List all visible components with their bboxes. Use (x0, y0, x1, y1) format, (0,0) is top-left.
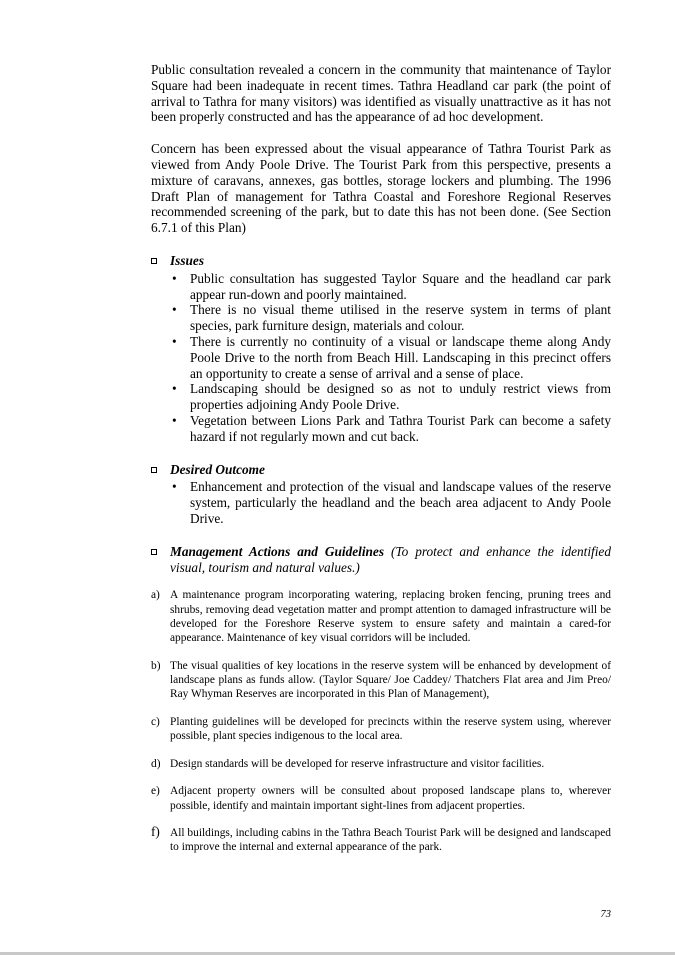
issues-title: Issues (170, 252, 204, 268)
list-item: • Public consultation has suggested Taylor Square and the headland car park appear run-down and poorly maintained. (151, 271, 611, 303)
action-label: a) (151, 589, 160, 602)
action-text: Planting guidelines will be developed for precincts within the reserve system using, wherever possible, plant species indigenous to the local area. (170, 715, 611, 742)
paragraph-tourist-park: Concern has been expressed about the visual appearance of Tathra Tourist Park as viewed from Andy Poole Drive. The Tourist Park from this perspective, presents a mixture of caravans, annexes, gas bottles, storage lockers and plumbing. The 1996 Draft Plan of management for Tathra Coastal and Foreshore Regional Reserves recommended screening of the park, but to date this has not been done. (See Section 6.7.1 of this Plan) (151, 141, 611, 236)
action-item-a (151, 588, 611, 645)
action-item-f (151, 826, 611, 854)
outcome-list (151, 479, 611, 526)
issues-heading (151, 253, 611, 269)
outcome-heading (151, 462, 611, 478)
list-item: • Vegetation between Lions Park and Tathra Tourist Park can become a safety hazard if not regularly mown and cut back. (151, 413, 611, 445)
action-label: f) (151, 824, 160, 840)
document-body (151, 62, 611, 868)
action-text: Adjacent property owners will be consulted about proposed landscape plans to, wherever possible, identify and maintain important sight-lines from adjacent properties. (170, 785, 611, 812)
issues-section (151, 253, 611, 445)
action-item-c (151, 715, 611, 743)
checkbox-bullet-icon (151, 258, 157, 264)
list-item: • Landscaping should be designed so as not to unduly restrict views from properties adjoining Andy Poole Drive. (151, 381, 611, 413)
issues-list (151, 271, 611, 445)
list-item: • Enhancement and protection of the visual and landscape values of the reserve system, particularly the headland and the beach area adjacent to Andy Poole Drive. (151, 479, 611, 526)
management-heading (151, 544, 611, 576)
action-item-d (151, 757, 611, 771)
action-text: Design standards will be developed for reserve infrastructure and visitor facilities. (170, 757, 545, 770)
management-section (151, 544, 611, 855)
action-item-b (151, 659, 611, 702)
action-text: All buildings, including cabins in the Tathra Beach Tourist Park will be designed and landscaped to improve the internal and external appearance of the park. (170, 827, 611, 854)
action-text: A maintenance program incorporating watering, replacing broken fencing, pruning trees and shrubs, removing dead vegetation matter and prompt attention to damaged infrastructure will be developed for the Foreshore Reserve system to ensure safety and maintain a cared-for appearance. Maintenance of key visual corridors will be included. (170, 589, 611, 644)
checkbox-bullet-icon (151, 467, 157, 473)
outcome-title: Desired Outcome (170, 461, 265, 477)
action-label: d) (151, 757, 161, 770)
list-item: • There is currently no continuity of a visual or landscape theme along Andy Poole Drive to the north from Beach Hill. Landscaping in this precinct offers an opportunity to create a sense of arrival and a sense of place. (151, 334, 611, 381)
action-label: e) (151, 785, 160, 798)
management-title: Management Actions and Guidelines (170, 543, 384, 559)
list-item: • There is no visual theme utilised in the reserve system in terms of plant species, park furniture design, materials and colour. (151, 302, 611, 334)
outcome-section (151, 462, 611, 527)
checkbox-bullet-icon (151, 549, 157, 555)
action-text: The visual qualities of key locations in the reserve system will be enhanced by development of landscape plans as funds allow. (Taylor Square/ Joe Caddey/ Thatchers Flat area and Jim Preo/ Ray Whyman Reserves are incorporated in this Plan of Management), (170, 659, 611, 701)
management-subtitle: (To protect and enhance the identified visual, tourism and natural values.) (170, 543, 611, 575)
page-number: 73 (600, 909, 611, 920)
paragraph-consultation: Public consultation revealed a concern in the community that maintenance of Taylor Square had been inadequate in recent times. Tathra Headland car park (the point of arrival to Tathra for many visitors) was identified as visually unattractive as it has not been properly constructed and has the appearance of ad hoc development. (151, 62, 611, 125)
action-label: c) (151, 715, 160, 728)
action-item-e (151, 784, 611, 812)
action-label: b) (151, 659, 161, 672)
management-actions-list (151, 588, 611, 854)
